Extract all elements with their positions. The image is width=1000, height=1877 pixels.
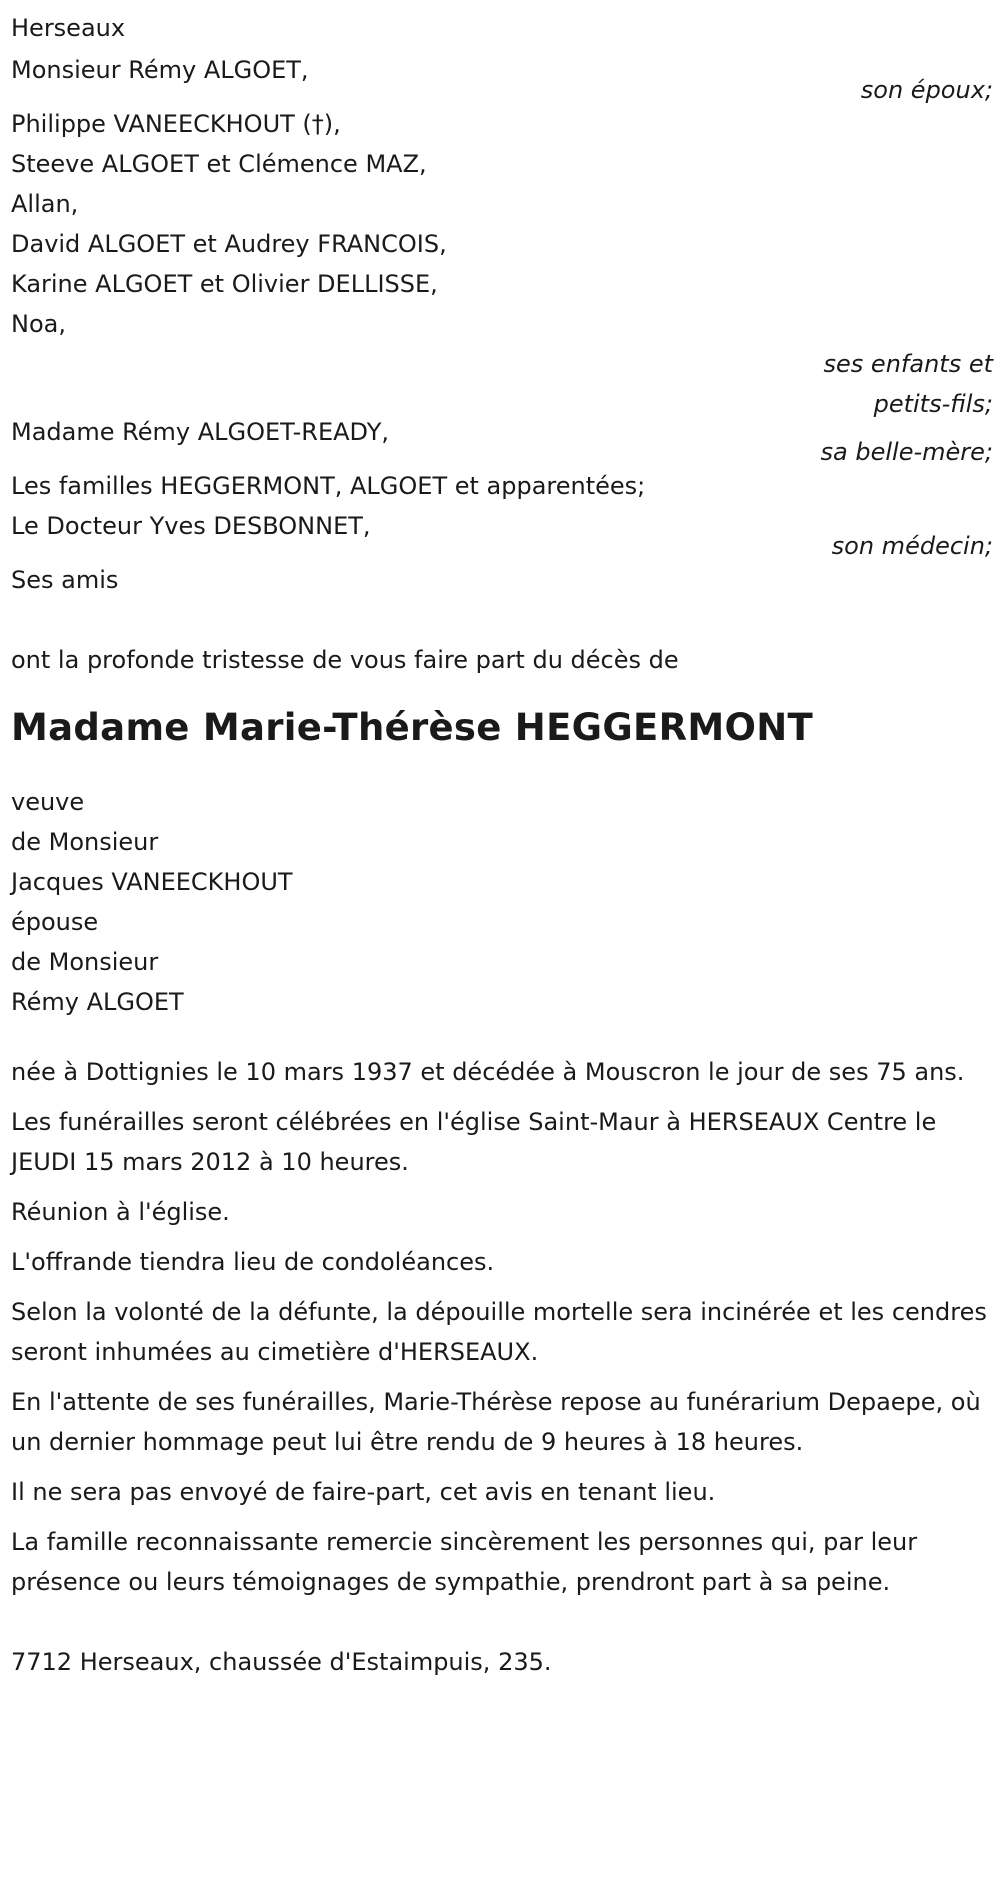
family-name: Noa, xyxy=(11,310,66,338)
family-relation: sa belle-mère; xyxy=(820,438,993,466)
family-name: Steeve ALGOET et Clémence MAZ, xyxy=(11,150,427,178)
family-group-others xyxy=(11,466,993,566)
funeral-paragraph: Les funérailles seront célébrées en l'église Saint-Maur à HERSEAUX Centre le JEUDI 15 mars 2012 à 10 heures. xyxy=(11,1108,937,1176)
family-name: Le Docteur Yves DESBONNET, xyxy=(11,512,371,540)
status-line: de Monsieur xyxy=(11,948,159,976)
family-name: Karine ALGOET et Olivier DELLISSE, xyxy=(11,270,438,298)
family-name: Madame Rémy ALGOET-READY, xyxy=(11,418,389,446)
family-relation: son médecin; xyxy=(831,532,993,560)
no-announcement-paragraph: Il ne sera pas envoyé de faire-part, cet avis en tenant lieu. xyxy=(11,1478,716,1506)
meeting-paragraph: Réunion à l'église. xyxy=(11,1198,230,1226)
funerarium-paragraph: En l'attente de ses funérailles, Marie-Thérèse repose au funérarium Depaepe, où un dernier hommage peut lui être rendu de 9 heures à 18 heures. xyxy=(11,1388,981,1456)
family-group-spouse xyxy=(11,50,993,110)
address-line: 7712 Herseaux, chaussée d'Estaimpuis, 235. xyxy=(11,1648,552,1676)
thanks-paragraph: La famille reconnaissante remercie sincèrement les personnes qui, par leur présence ou leurs témoignages de sympathie, prendront part à sa peine. xyxy=(11,1528,918,1596)
birth-death-paragraph: née à Dottignies le 10 mars 1937 et décédée à Mouscron le jour de ses 75 ans. xyxy=(11,1058,965,1086)
deceased-name: Madame Marie-Thérèse HEGGERMONT xyxy=(11,706,814,749)
family-name: Allan, xyxy=(11,190,79,218)
family-name: Les familles HEGGERMONT, ALGOET et apparentées; xyxy=(11,472,646,500)
family-relation: ses enfants et xyxy=(823,350,993,378)
intro-line: ont la profonde tristesse de vous faire part du décès de xyxy=(11,646,679,674)
notice-paragraphs xyxy=(11,1052,993,1602)
status-line: Rémy ALGOET xyxy=(11,988,184,1016)
city-heading: Herseaux xyxy=(11,14,126,42)
offering-paragraph: L'offrande tiendra lieu de condoléances. xyxy=(11,1248,495,1276)
status-line: de Monsieur xyxy=(11,828,159,856)
status-line: épouse xyxy=(11,908,99,936)
family-relation: petits-fils; xyxy=(873,390,993,418)
status-line: Jacques VANEECKHOUT xyxy=(11,868,293,896)
family-relation: son époux; xyxy=(860,76,993,104)
family-name: Monsieur Rémy ALGOET, xyxy=(11,56,309,84)
family-group-mother-in-law xyxy=(11,412,993,472)
family-name: Philippe VANEECKHOUT (†), xyxy=(11,110,341,138)
marital-status xyxy=(11,782,993,1022)
family-name: David ALGOET et Audrey FRANCOIS, xyxy=(11,230,447,258)
status-line: veuve xyxy=(11,788,85,816)
family-group-children xyxy=(11,104,993,424)
friends-line: Ses amis xyxy=(11,566,119,594)
cremation-paragraph: Selon la volonté de la défunte, la dépouille mortelle sera incinérée et les cendres seront inhumées au cimetière d'HERSEAUX. xyxy=(11,1298,987,1366)
